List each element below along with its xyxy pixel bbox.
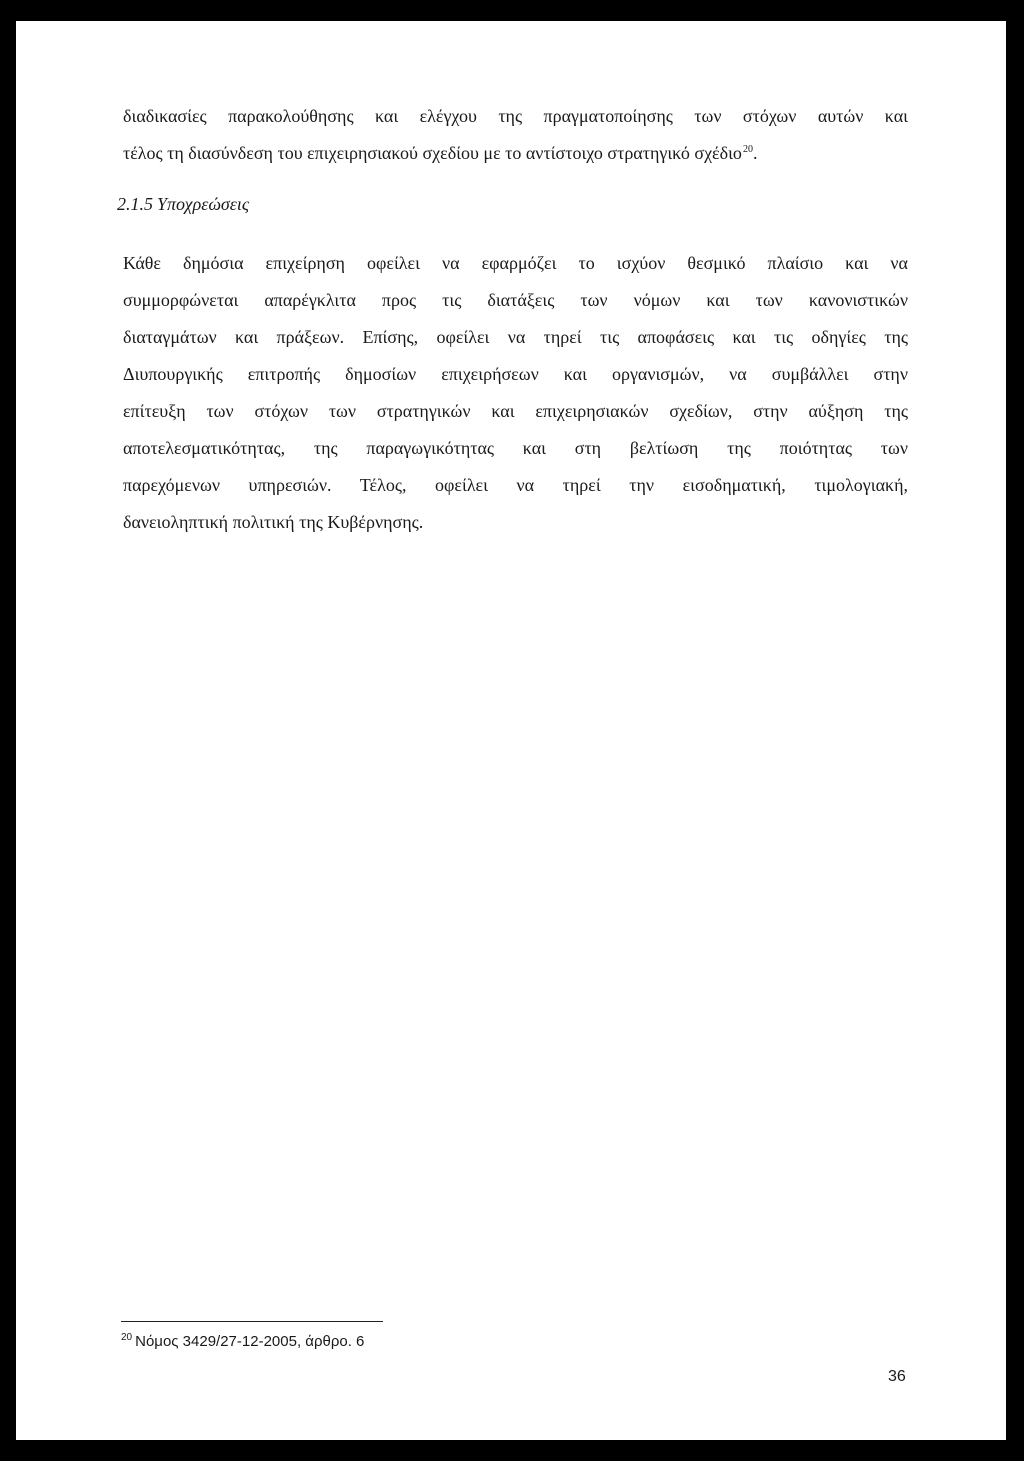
intro-line-2-text: τέλος τη διασύνδεση του επιχειρησιακού σχεδίου με το αντίστοιχο στρατηγικό σχέδιο	[123, 143, 742, 163]
footnote-text: Νόμος 3429/27-12-2005, άρθρο. 6	[135, 1333, 365, 1350]
page-number: 36	[888, 1368, 906, 1385]
footnote	[121, 1332, 364, 1352]
paragraph-line: δανειοληπτική πολιτική της Κυβέρνησης.	[123, 512, 424, 532]
paragraph-line: επίτευξη των στόχων των στρατηγικών και επιχειρησιακών σχεδίων, στην αύξηση της	[123, 401, 908, 421]
section-title: Υποχρεώσεις	[157, 194, 250, 214]
paragraph-line: αποτελεσματικότητας, της παραγωγικότητας και στη βελτίωση της ποιότητας των	[123, 438, 908, 458]
section-number: 2.1.5	[117, 194, 153, 214]
footnote-separator	[121, 1321, 383, 1322]
intro-line-1: διαδικασίες παρακολούθησης και ελέγχου της πραγματοποίησης των στόχων αυτών και	[123, 106, 908, 126]
footnote-reference: 20	[742, 144, 753, 155]
paragraph-line: Διυπουργικής επιτροπής δημοσίων επιχειρήσεων και οργανισμών, να συμβάλλει στην	[123, 364, 908, 384]
intro-line-2	[123, 142, 908, 164]
section-heading	[117, 193, 249, 215]
footnote-marker: 20	[121, 1332, 133, 1343]
paragraph-line: παρεχόμενων υπηρεσιών. Τέλος, οφείλει να τηρεί την εισοδηματική, τιμολογιακή,	[123, 475, 908, 495]
paragraph-line: Κάθε δημόσια επιχείρηση οφείλει να εφαρμόζει το ισχύον θεσμικό πλαίσιο και να	[123, 253, 908, 273]
paragraph-line: συμμορφώνεται απαρέγκλιτα προς τις διατάξεις των νόμων και των κανονιστικών	[123, 290, 908, 310]
intro-line-2-end: .	[752, 143, 758, 163]
paragraph-line: διαταγμάτων και πράξεων. Επίσης, οφείλει να τηρεί τις αποφάσεις και τις οδηγίες της	[123, 327, 908, 347]
document-page	[16, 21, 1006, 1440]
